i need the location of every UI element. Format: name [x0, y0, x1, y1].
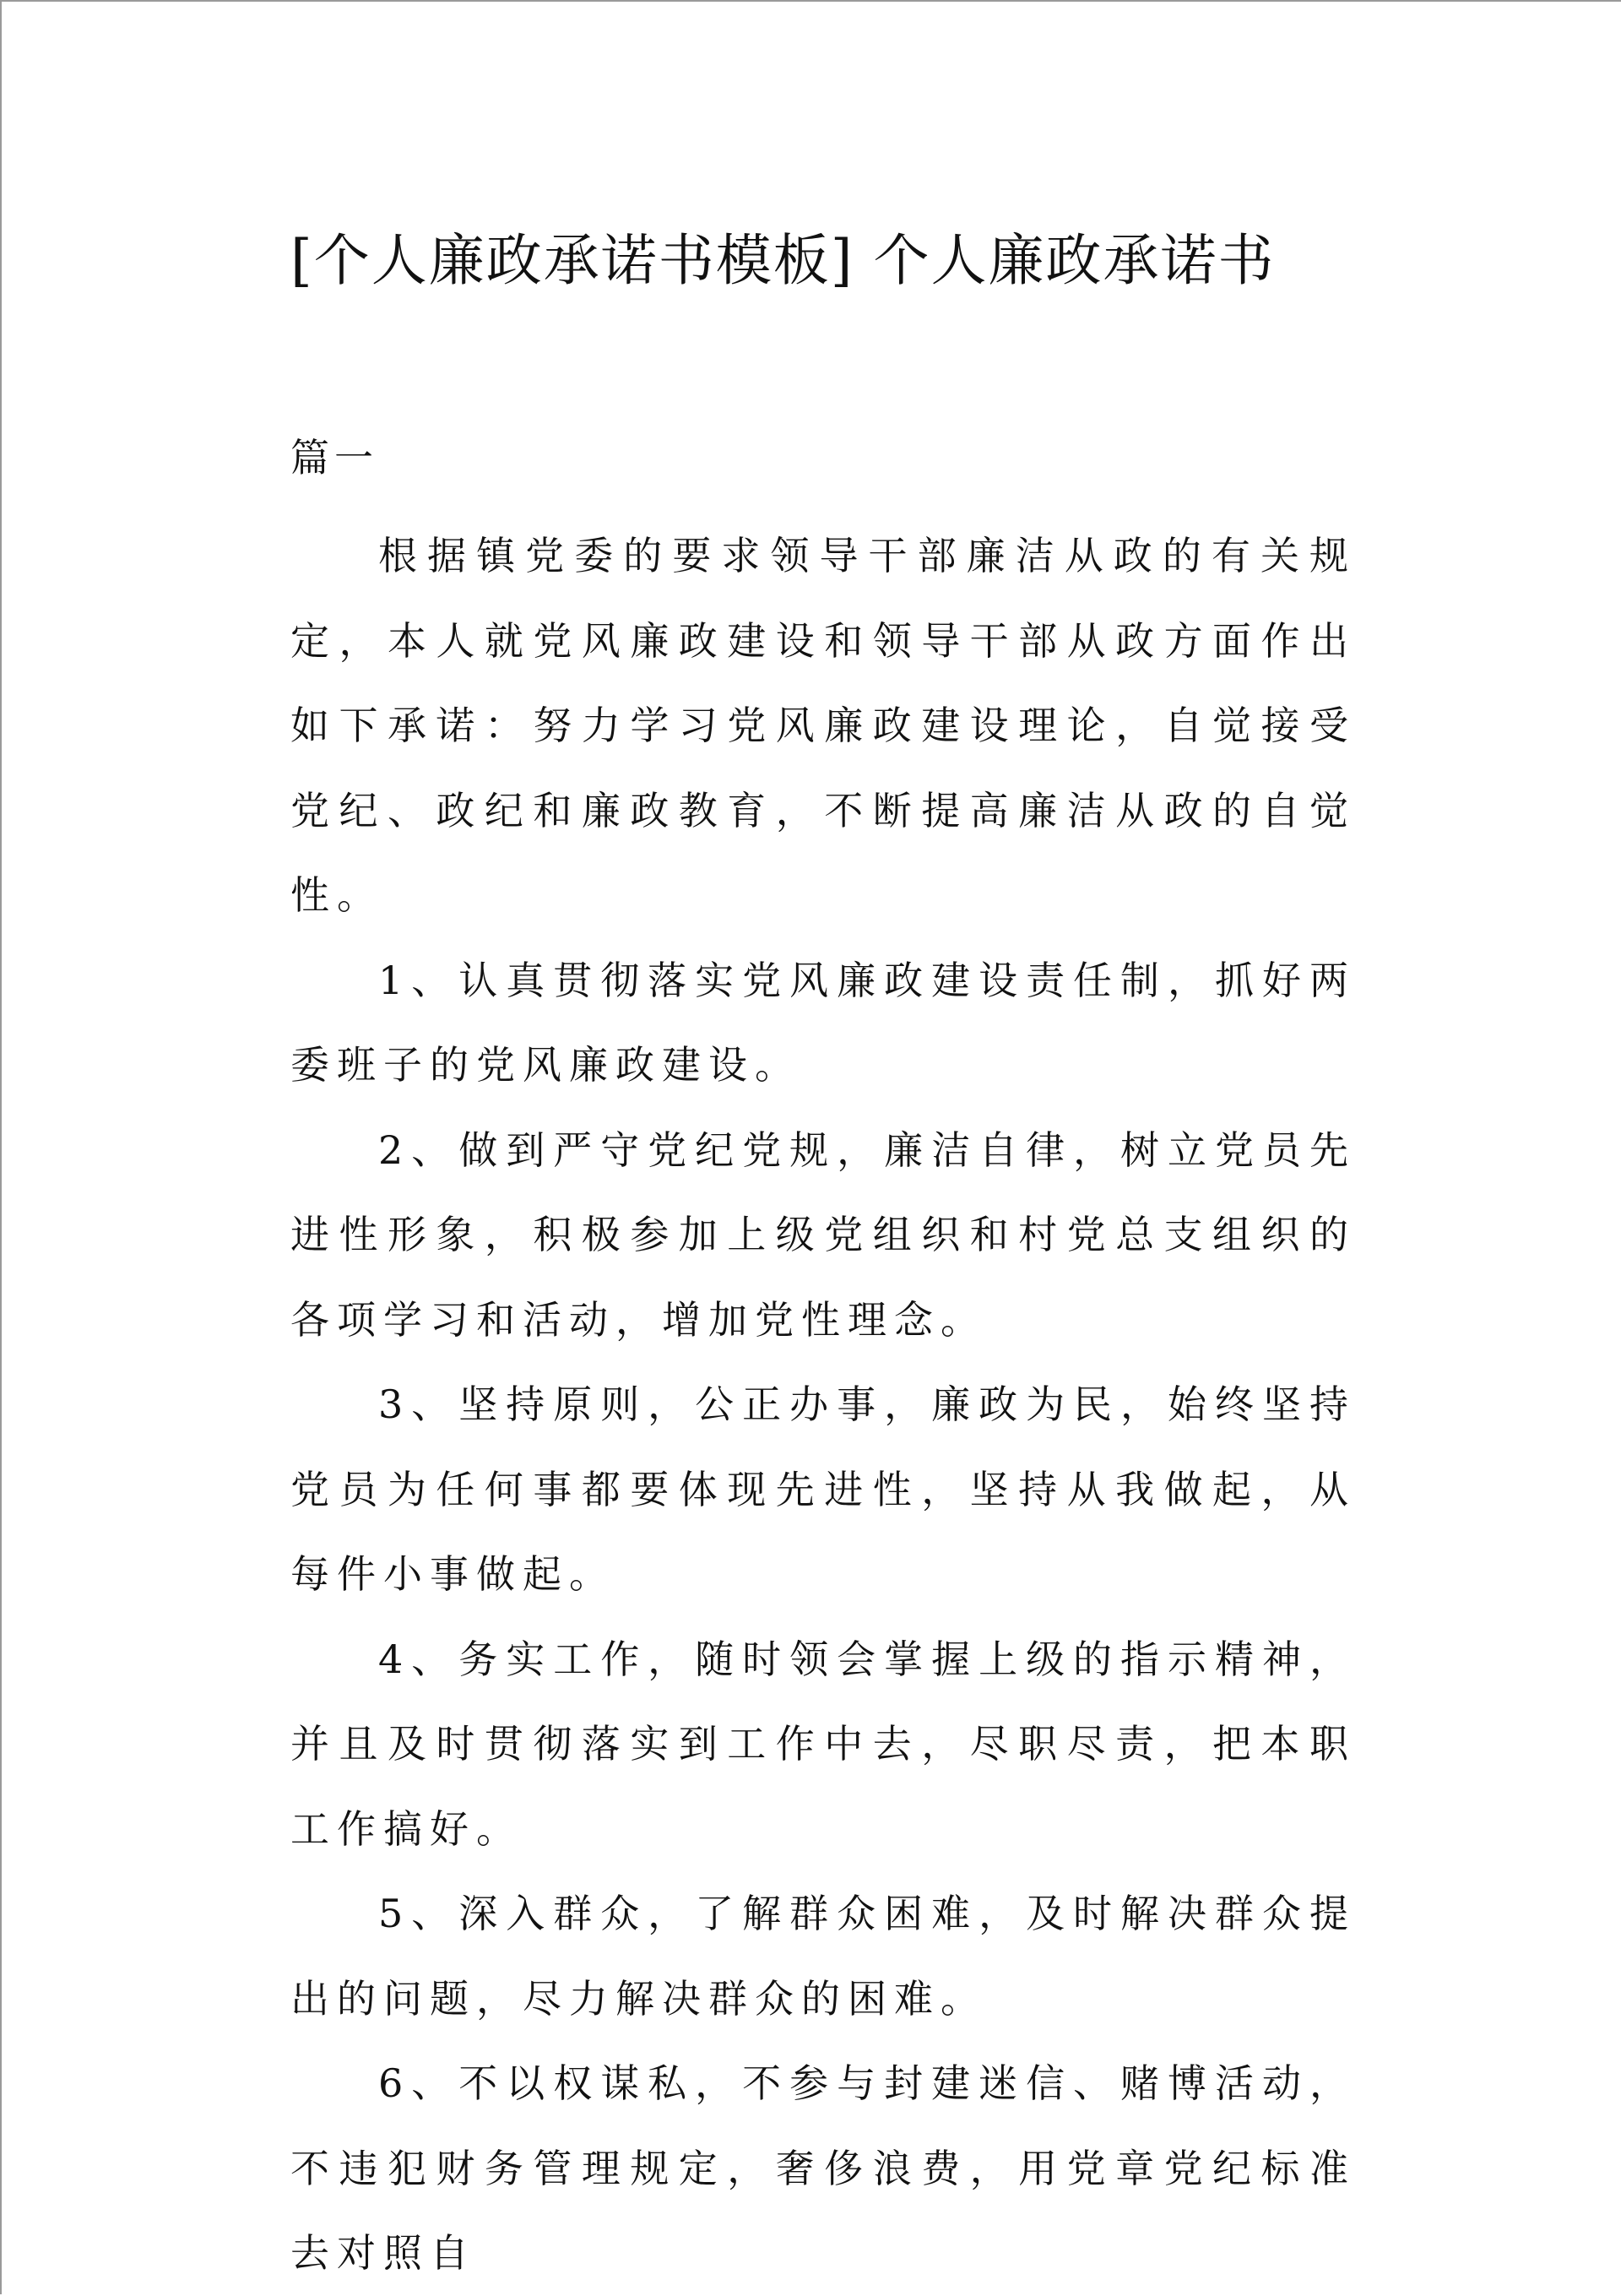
paragraph-item-5: 5、深入群众，了解群众困难，及时解决群众提出的问题，尽力解决群众的困难。 [290, 1891, 1356, 2022]
paragraph-intro: 根据镇党委的要求领导干部廉洁从政的有关规定，本人就党风廉政建设和领导干部从政方面作出如下承诺：努力学习党风廉政建设理论，自觉接受党纪、政纪和廉政教育，不断提高廉洁从政的自觉性。 [290, 533, 1356, 918]
section-label: 篇一 [290, 435, 378, 480]
document-title: [个人廉政承诺书模板] 个人廉政承诺书 [290, 228, 1276, 293]
paragraph-item-3: 3、坚持原则，公正办事，廉政为民，始终坚持党员为任何事都要体现先进性，坚持从我做起，从每件小事做起。 [290, 1381, 1356, 1597]
document-body [290, 513, 1356, 2296]
paragraph-item-1: 1、认真贯彻落实党风廉政建设责任制，抓好两委班子的党风廉政建设。 [290, 957, 1356, 1088]
paragraph-item-6: 6、不以权谋私，不参与封建迷信、赌博活动，不违犯财务管理规定，奢侈浪费，用党章党纪标准去对照自 [290, 2060, 1356, 2276]
paragraph-item-2: 2、做到严守党纪党规，廉洁自律，树立党员先进性形象，积极参加上级党组织和村党总支组织的各项学习和活动，增加党性理念。 [290, 1126, 1356, 1343]
paragraph-item-4: 4、务实工作，随时领会掌握上级的指示精神，并且及时贯彻落实到工作中去，尽职尽责，把本职工作搞好。 [290, 1636, 1356, 1852]
